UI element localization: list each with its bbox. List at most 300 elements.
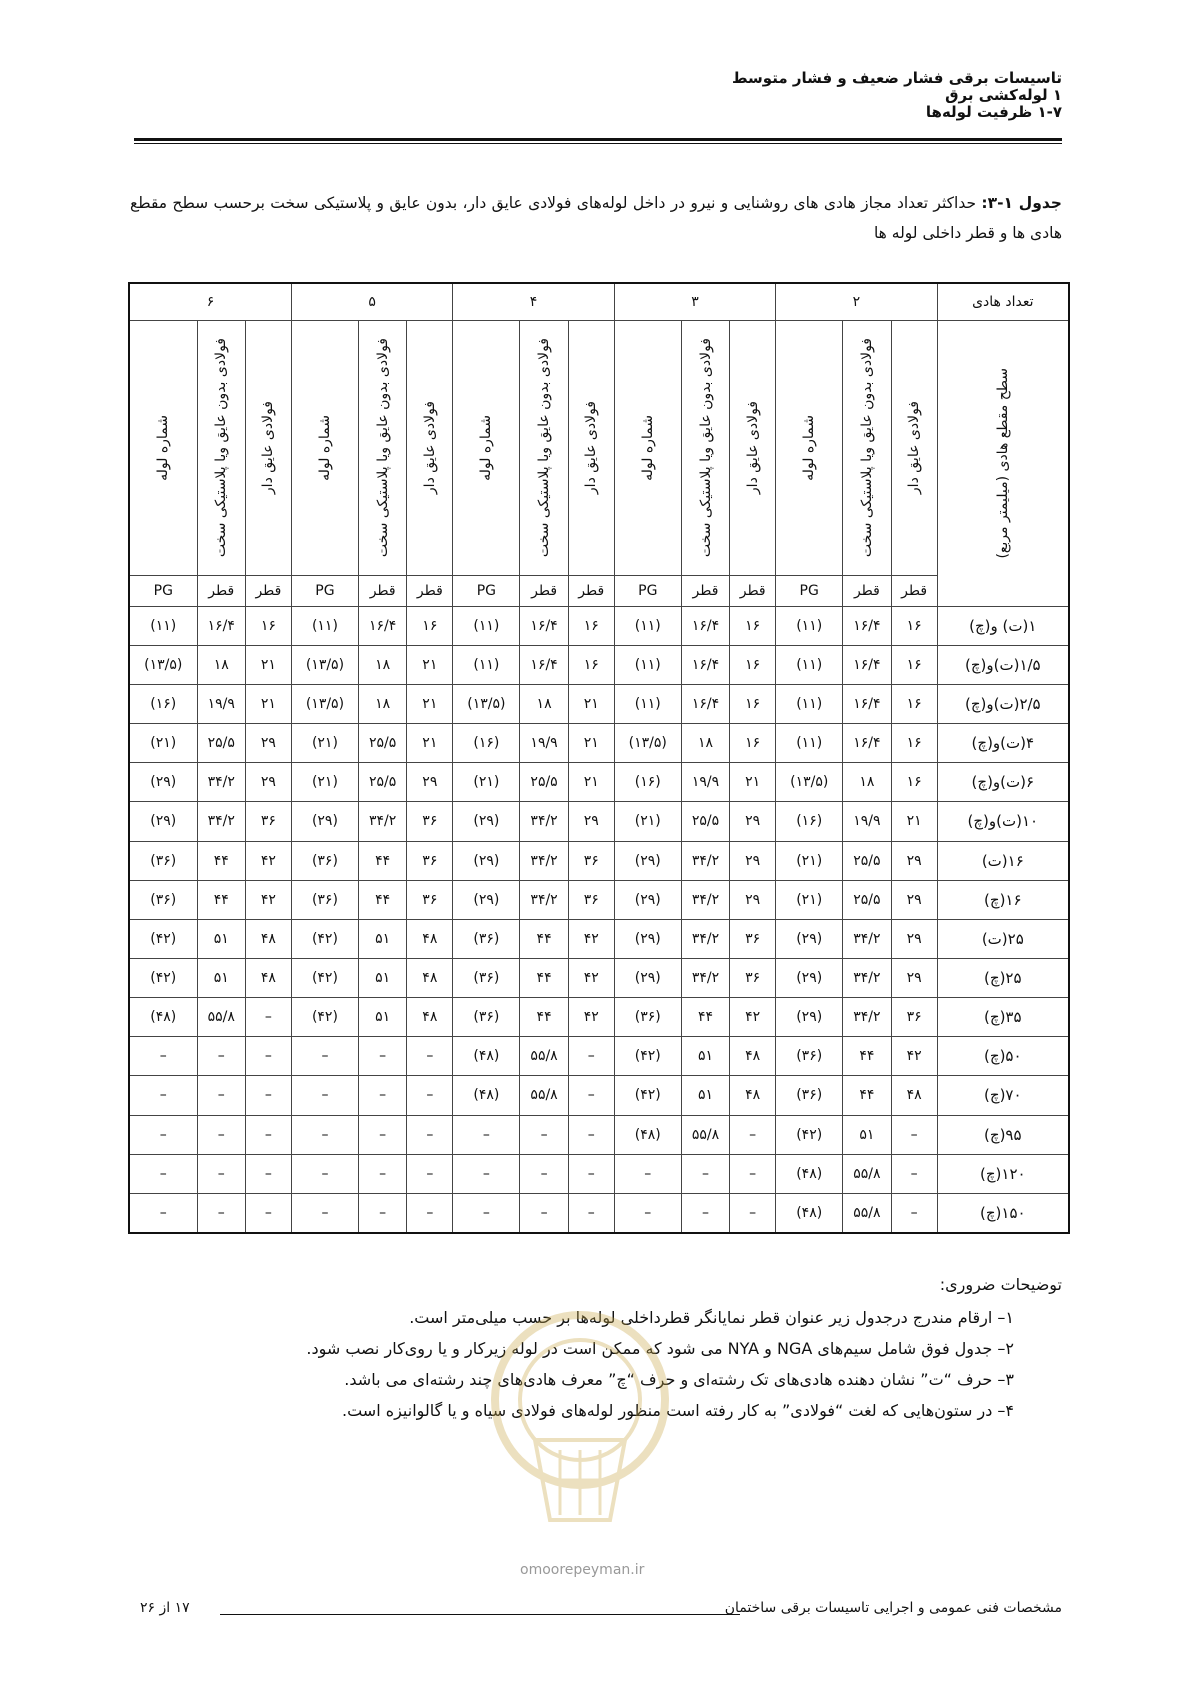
- row-label: ۱۰(ت)و(چ): [937, 802, 1069, 841]
- table-cell: –: [730, 1154, 776, 1193]
- table-cell: –: [407, 1193, 453, 1233]
- unit-label: PG: [129, 576, 197, 607]
- table-cell: ۱۶: [730, 606, 776, 645]
- table-cell: ۱۶: [891, 645, 937, 684]
- row-label: ۱۵۰(چ): [937, 1193, 1069, 1233]
- table-cell: ۲۵/۵: [520, 763, 568, 802]
- table-cell: –: [614, 1193, 681, 1233]
- table-cell: ۱۶/۴: [843, 684, 891, 723]
- table-caption: [130, 188, 1062, 248]
- table-row: [129, 684, 1069, 723]
- subcol-header-text: فولادی بدون عایق ویا پلاستیکی سخت: [213, 338, 230, 558]
- table-cell: ۳۶: [407, 802, 453, 841]
- table-cell: ۴۲: [730, 998, 776, 1037]
- table-cell: –: [197, 1037, 245, 1076]
- table-cell: ۲۵/۵: [843, 841, 891, 880]
- table-cell: (۱۱): [776, 645, 843, 684]
- table-cell: ۳۴/۲: [520, 880, 568, 919]
- table-cell: (۲۱): [453, 763, 520, 802]
- table-cell: ۳۶: [407, 880, 453, 919]
- table-cell: (۳۶): [614, 998, 681, 1037]
- row-label: ۱۶(ت): [937, 841, 1069, 880]
- capacity-table: [128, 282, 1070, 1234]
- table-cell: ۵۵/۸: [197, 998, 245, 1037]
- unit-label: قطر: [245, 576, 291, 607]
- table-cell: ۳۴/۲: [681, 841, 729, 880]
- table-cell: ۴۲: [568, 958, 614, 997]
- table-cell: ۱۶: [730, 724, 776, 763]
- header-line3: ۱-۷ ظرفیت لوله‌ها: [925, 103, 1062, 121]
- group-header: ۳: [614, 283, 775, 321]
- table-cell: ۵۵/۸: [520, 1076, 568, 1115]
- note-item: ۳– حرف “ت” نشان دهنده هادی‌های تک رشته‌ای و حرف “چ” معرف هادی‌های چند رشته‌ای می باشد.: [344, 1370, 1014, 1389]
- row-label: ۹۵(چ): [937, 1115, 1069, 1154]
- table-cell: (۲۹): [614, 919, 681, 958]
- table-cell: ۳۴/۲: [681, 958, 729, 997]
- table-cell: (۲۹): [614, 958, 681, 997]
- unit-label: قطر: [843, 576, 891, 607]
- subcol-header-text: فولادی عایق دار: [421, 401, 438, 495]
- table-cell: ۲۹: [407, 763, 453, 802]
- table-cell: –: [568, 1154, 614, 1193]
- table-cell: ۱۹/۹: [681, 763, 729, 802]
- table-cell: –: [568, 1037, 614, 1076]
- table-cell: (۱۳/۵): [291, 645, 358, 684]
- table-cell: (۴۸): [614, 1115, 681, 1154]
- table-cell: ۵۵/۸: [520, 1037, 568, 1076]
- subcol-header: [730, 321, 776, 576]
- corner-label: تعداد هادی: [937, 283, 1069, 321]
- table-cell: (۱۱): [776, 684, 843, 723]
- table-row: [129, 1115, 1069, 1154]
- footer-text: مشخصات فنی عمومی و اجرایی تاسیسات برقی ساختمان: [724, 1600, 1062, 1616]
- subcol-header-text: شماره لوله: [155, 415, 172, 481]
- watermark-text: omoorepeyman.ir: [520, 1562, 645, 1578]
- table-cell: (۴۲): [776, 1115, 843, 1154]
- table-cell: –: [891, 1154, 937, 1193]
- table-cell: ۱۶: [568, 645, 614, 684]
- subcol-header-text: شماره لوله: [316, 415, 333, 481]
- table-cell: –: [453, 1115, 520, 1154]
- table-cell: –: [291, 1193, 358, 1233]
- table-cell: (۲۹): [776, 998, 843, 1037]
- table-row: [129, 763, 1069, 802]
- table-cell: ۴۴: [358, 880, 406, 919]
- table-cell: ۴۲: [245, 880, 291, 919]
- table-cell: –: [520, 1115, 568, 1154]
- note-item: ۱– ارقام مندرج درجدول زیر عنوان قطر نمایانگر قطرداخلی لوله‌ها بر حسب میلی‌متر است.: [409, 1308, 1014, 1327]
- header-divider: [134, 138, 1062, 144]
- table-cell: ۲۱: [568, 724, 614, 763]
- group-header: ۴: [453, 283, 614, 321]
- table-cell: (۱۳/۵): [776, 763, 843, 802]
- table-cell: ۵۱: [843, 1115, 891, 1154]
- table-row: [129, 1154, 1069, 1193]
- table-cell: ۲۹: [730, 880, 776, 919]
- table-cell: ۴۸: [407, 919, 453, 958]
- table-cell: ۱۶: [407, 606, 453, 645]
- unit-label: PG: [776, 576, 843, 607]
- table-row: [129, 1076, 1069, 1115]
- table-cell: ۱۶/۴: [681, 684, 729, 723]
- subcol-header-text: شماره لوله: [478, 415, 495, 481]
- table-cell: (۳۶): [453, 958, 520, 997]
- table-cell: ۱۶/۴: [843, 606, 891, 645]
- table-cell: ۲۹: [891, 919, 937, 958]
- table-cell: ۱۹/۹: [197, 684, 245, 723]
- table-cell: ۳۴/۲: [520, 841, 568, 880]
- group-header: ۵: [291, 283, 452, 321]
- table-row: [129, 919, 1069, 958]
- table-cell: –: [568, 1115, 614, 1154]
- table-row: [129, 1193, 1069, 1233]
- table-cell: –: [291, 1076, 358, 1115]
- table-cell: ۴۴: [520, 958, 568, 997]
- table-cell: ۵۱: [197, 919, 245, 958]
- table-cell: ۴۴: [197, 841, 245, 880]
- subcol-header-text: فولادی بدون عایق ویا پلاستیکی سخت: [374, 338, 391, 558]
- header-line2: ۱ لوله‌کشی برق: [945, 86, 1062, 104]
- table-cell: (۱۱): [776, 606, 843, 645]
- table-cell: –: [358, 1193, 406, 1233]
- table-cell: –: [730, 1115, 776, 1154]
- notes-title: توضیحات ضروری:: [939, 1275, 1062, 1294]
- table-cell: (۴۸): [453, 1037, 520, 1076]
- table-cell: (۲۹): [776, 919, 843, 958]
- table-cell: –: [681, 1154, 729, 1193]
- table-cell: ۱۸: [520, 684, 568, 723]
- table-cell: (۴۲): [291, 919, 358, 958]
- table-cell: ۲۹: [245, 763, 291, 802]
- unit-label: PG: [614, 576, 681, 607]
- table-cell: ۵۱: [197, 958, 245, 997]
- table-cell: ۱۸: [358, 684, 406, 723]
- subcol-header-text: شماره لوله: [801, 415, 818, 481]
- row-label: ۲۵(ت): [937, 919, 1069, 958]
- caption-text: حداکثر تعداد مجاز هادی های روشنایی و نیرو در داخل لوله‌های فولادی عایق دار، بدون عایق و پلاستیکی سخت برحسب سطح مقطع هادی ها و قطر داخلی لوله ها: [130, 194, 1062, 242]
- table-cell: ۴۴: [843, 1076, 891, 1115]
- table-cell: –: [129, 1037, 197, 1076]
- table-cell: ۱۶: [245, 606, 291, 645]
- table-cell: (۱۱): [614, 645, 681, 684]
- table-row: [129, 802, 1069, 841]
- table-cell: ۱۶: [891, 606, 937, 645]
- subcol-header: [843, 321, 891, 576]
- table-cell: ۱۸: [358, 645, 406, 684]
- row-label: ۵۰(چ): [937, 1037, 1069, 1076]
- page-header: [362, 70, 1062, 121]
- table-cell: –: [197, 1076, 245, 1115]
- table-cell: (۱۱): [453, 606, 520, 645]
- row-label: ۲۵(چ): [937, 958, 1069, 997]
- table-cell: –: [245, 1193, 291, 1233]
- table-cell: (۳۶): [129, 841, 197, 880]
- table-cell: (۲۱): [129, 724, 197, 763]
- table-cell: ۳۶: [245, 802, 291, 841]
- footer-divider: [220, 1614, 740, 1615]
- table-cell: (۲۱): [614, 802, 681, 841]
- table-cell: –: [453, 1193, 520, 1233]
- table-cell: –: [520, 1154, 568, 1193]
- subcol-header: [681, 321, 729, 576]
- table-cell: (۲۹): [129, 763, 197, 802]
- table-cell: ۴۲: [245, 841, 291, 880]
- table-cell: –: [358, 1115, 406, 1154]
- table-cell: ۲۱: [407, 724, 453, 763]
- table-cell: (۱۳/۵): [129, 645, 197, 684]
- table-cell: –: [129, 1193, 197, 1233]
- subcol-header-text: شماره لوله: [639, 415, 656, 481]
- table-cell: ۳۶: [730, 958, 776, 997]
- table-cell: ۲۱: [568, 763, 614, 802]
- table-cell: –: [520, 1193, 568, 1233]
- unit-label: PG: [453, 576, 520, 607]
- table-cell: ۴۸: [730, 1037, 776, 1076]
- table-cell: –: [245, 1154, 291, 1193]
- subcol-header: [197, 321, 245, 576]
- table-cell: –: [291, 1037, 358, 1076]
- table-cell: (۲۱): [776, 880, 843, 919]
- table-cell: ۴۲: [568, 998, 614, 1037]
- row-header-text: سطح مقطع هادی (میلیمتر مربع): [994, 368, 1011, 559]
- table-cell: ۲۵/۵: [681, 802, 729, 841]
- table-cell: ۵۱: [358, 998, 406, 1037]
- table-cell: (۳۶): [291, 880, 358, 919]
- table-cell: –: [730, 1193, 776, 1233]
- table-cell: ۴۴: [520, 919, 568, 958]
- table-cell: –: [245, 998, 291, 1037]
- table-cell: (۱۱): [453, 645, 520, 684]
- table-cell: (۳۶): [776, 1037, 843, 1076]
- subcol-header-text: فولادی عایق دار: [260, 401, 277, 495]
- table-cell: (۴۸): [129, 998, 197, 1037]
- table-cell: ۱۶/۴: [843, 724, 891, 763]
- table-cell: ۲۹: [891, 841, 937, 880]
- unit-label: قطر: [358, 576, 406, 607]
- table-cell: –: [407, 1154, 453, 1193]
- table-row: [129, 606, 1069, 645]
- unit-label: قطر: [891, 576, 937, 607]
- table-row: [129, 880, 1069, 919]
- table-cell: (۱۳/۵): [291, 684, 358, 723]
- table-cell: ۱۹/۹: [843, 802, 891, 841]
- table-cell: –: [291, 1115, 358, 1154]
- table-cell: (۲۹): [129, 802, 197, 841]
- table-cell: –: [891, 1115, 937, 1154]
- table-cell: ۲۱: [407, 684, 453, 723]
- row-label: ۷۰(چ): [937, 1076, 1069, 1115]
- table-cell: ۴۸: [730, 1076, 776, 1115]
- table-cell: (۴۲): [614, 1076, 681, 1115]
- unit-label: قطر: [197, 576, 245, 607]
- table-cell: ۵۵/۸: [843, 1154, 891, 1193]
- table-cell: ۳۴/۲: [681, 919, 729, 958]
- table-cell: –: [453, 1154, 520, 1193]
- row-header-label: [937, 321, 1069, 607]
- row-label: ۱(ت) و(چ): [937, 606, 1069, 645]
- table-cell: ۲۹: [891, 958, 937, 997]
- table-cell: ۴۸: [407, 958, 453, 997]
- subcol-header: [407, 321, 453, 576]
- table-cell: (۳۶): [776, 1076, 843, 1115]
- table-cell: (۳۶): [453, 919, 520, 958]
- table-cell: (۲۱): [291, 763, 358, 802]
- table-row: [129, 998, 1069, 1037]
- table-cell: –: [614, 1154, 681, 1193]
- subcol-header: [291, 321, 358, 576]
- table-cell: ۴۴: [843, 1037, 891, 1076]
- table-cell: (۲۱): [291, 724, 358, 763]
- table-cell: –: [245, 1037, 291, 1076]
- table-cell: ۲۱: [730, 763, 776, 802]
- table-cell: ۱۶/۴: [197, 606, 245, 645]
- subcol-header: [520, 321, 568, 576]
- table-cell: ۲۵/۵: [358, 763, 406, 802]
- table-cell: –: [129, 1076, 197, 1115]
- table-cell: (۱۱): [614, 684, 681, 723]
- table-cell: ۴۴: [520, 998, 568, 1037]
- table-cell: ۵۵/۸: [681, 1115, 729, 1154]
- table-cell: ۵۱: [358, 958, 406, 997]
- table-cell: –: [568, 1193, 614, 1233]
- table-cell: ۳۴/۲: [843, 958, 891, 997]
- table-row: [129, 645, 1069, 684]
- table-cell: ۱۸: [197, 645, 245, 684]
- table-cell: (۴۲): [291, 998, 358, 1037]
- table-cell: (۴۸): [776, 1193, 843, 1233]
- table-cell: (۱۱): [614, 606, 681, 645]
- group-header: ۲: [776, 283, 937, 321]
- table-cell: ۵۱: [681, 1037, 729, 1076]
- table-cell: (۴۲): [129, 919, 197, 958]
- unit-label: PG: [291, 576, 358, 607]
- table-cell: (۱۱): [291, 606, 358, 645]
- table-cell: –: [407, 1076, 453, 1115]
- table-cell: ۴۴: [197, 880, 245, 919]
- table-cell: ۲۵/۵: [843, 880, 891, 919]
- table-cell: ۲۹: [730, 841, 776, 880]
- unit-label: قطر: [681, 576, 729, 607]
- table-cell: ۳۴/۲: [681, 880, 729, 919]
- table-cell: (۱۱): [776, 724, 843, 763]
- table-cell: –: [358, 1037, 406, 1076]
- row-label: ۲/۵(ت)و(چ): [937, 684, 1069, 723]
- unit-label: قطر: [568, 576, 614, 607]
- table-cell: ۴۴: [358, 841, 406, 880]
- table-cell: ۲۵/۵: [358, 724, 406, 763]
- table-cell: –: [245, 1115, 291, 1154]
- subcol-header-text: فولادی بدون عایق ویا پلاستیکی سخت: [536, 338, 553, 558]
- table-cell: ۳۴/۲: [843, 998, 891, 1037]
- row-label: ۱/۵(ت)و(چ): [937, 645, 1069, 684]
- table-cell: –: [407, 1115, 453, 1154]
- table-cell: (۱۶): [453, 724, 520, 763]
- table-cell: (۱۶): [129, 684, 197, 723]
- table-cell: ۴۲: [568, 919, 614, 958]
- table-cell: –: [681, 1193, 729, 1233]
- table-cell: ۳۴/۲: [197, 802, 245, 841]
- table-cell: ۳۴/۲: [197, 763, 245, 802]
- table-cell: (۲۹): [453, 802, 520, 841]
- table-cell: ۱۶/۴: [681, 645, 729, 684]
- table-cell: ۲۱: [568, 684, 614, 723]
- table-cell: ۳۴/۲: [520, 802, 568, 841]
- table-cell: ۱۶/۴: [358, 606, 406, 645]
- table-cell: ۴۸: [891, 1076, 937, 1115]
- caption-label: جدول ۱-۳:: [981, 194, 1062, 212]
- table-cell: (۲۹): [453, 841, 520, 880]
- subcol-header-text: فولادی بدون عایق ویا پلاستیکی سخت: [697, 338, 714, 558]
- table-cell: (۲۹): [614, 880, 681, 919]
- row-label: ۱۲۰(چ): [937, 1154, 1069, 1193]
- table-cell: –: [891, 1193, 937, 1233]
- table-cell: (۱۳/۵): [614, 724, 681, 763]
- table-cell: ۱۶: [730, 645, 776, 684]
- table-cell: –: [245, 1076, 291, 1115]
- table-cell: ۲۹: [245, 724, 291, 763]
- table-cell: ۳۶: [568, 880, 614, 919]
- table-cell: ۳۶: [407, 841, 453, 880]
- table-cell: –: [407, 1037, 453, 1076]
- table-cell: ۴۴: [681, 998, 729, 1037]
- table-cell: ۵۵/۸: [843, 1193, 891, 1233]
- page-number: ۱۷ از ۲۶: [140, 1600, 190, 1616]
- row-label: ۳۵(چ): [937, 998, 1069, 1037]
- table-cell: ۵۱: [681, 1076, 729, 1115]
- table-cell: ۴۸: [407, 998, 453, 1037]
- header-line1: تاسیسات برقی فشار ضعیف و فشار متوسط: [731, 69, 1062, 87]
- table-cell: (۱۶): [614, 763, 681, 802]
- table-cell: (۴۲): [614, 1037, 681, 1076]
- table-cell: –: [197, 1115, 245, 1154]
- table-row: [129, 1037, 1069, 1076]
- table-cell: ۴۸: [245, 919, 291, 958]
- table-cell: ۱۶: [730, 684, 776, 723]
- unit-label: قطر: [730, 576, 776, 607]
- table-cell: ۱۶: [568, 606, 614, 645]
- table-row: [129, 724, 1069, 763]
- table-cell: ۲۱: [407, 645, 453, 684]
- table-cell: –: [129, 1154, 197, 1193]
- table-cell: ۵۱: [358, 919, 406, 958]
- group-header: ۶: [129, 283, 291, 321]
- table-cell: ۱۶/۴: [520, 645, 568, 684]
- table-cell: ۱۶: [891, 684, 937, 723]
- table-cell: ۲۱: [245, 684, 291, 723]
- table-cell: –: [568, 1076, 614, 1115]
- table-cell: (۴۲): [291, 958, 358, 997]
- table-cell: ۱۸: [843, 763, 891, 802]
- table-cell: ۲۵/۵: [197, 724, 245, 763]
- note-item: ۴– در ستون‌هایی که لغت “فولادی” به کار رفته است منظور لوله‌های فولادی سیاه و یا گالوانیزه است.: [341, 1401, 1014, 1420]
- table-cell: ۳۴/۲: [358, 802, 406, 841]
- table-cell: –: [358, 1076, 406, 1115]
- table-cell: (۱۳/۵): [453, 684, 520, 723]
- table-cell: ۲۹: [730, 802, 776, 841]
- subcol-header-text: فولادی بدون عایق ویا پلاستیکی سخت: [858, 338, 875, 558]
- table-cell: ۱۶/۴: [520, 606, 568, 645]
- row-label: ۱۶(چ): [937, 880, 1069, 919]
- table-cell: (۳۶): [453, 998, 520, 1037]
- table-cell: (۲۹): [614, 841, 681, 880]
- table-cell: –: [129, 1115, 197, 1154]
- subcol-header: [453, 321, 520, 576]
- table-cell: ۲۱: [891, 802, 937, 841]
- subcol-header: [891, 321, 937, 576]
- table-cell: (۴۸): [453, 1076, 520, 1115]
- table-row: [129, 841, 1069, 880]
- subcol-header-text: فولادی عایق دار: [744, 401, 761, 495]
